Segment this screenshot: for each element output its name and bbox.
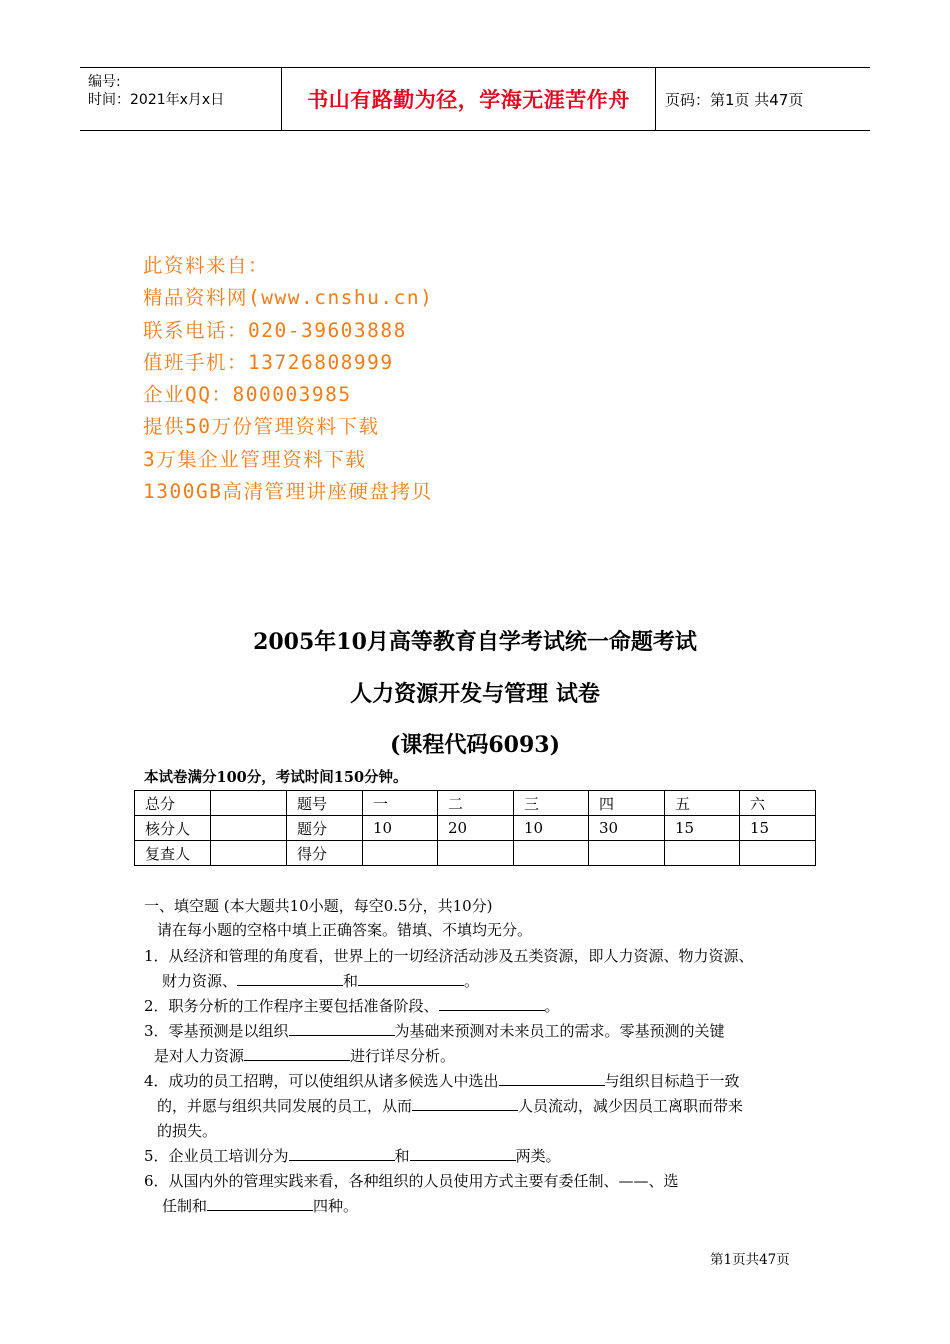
question-text: 3．零基预测是以组织: [144, 1022, 289, 1040]
exam-subtitle: 人力资源开发与管理 试卷: [350, 681, 600, 707]
table-cell: [211, 816, 287, 841]
question-text: 和: [343, 972, 359, 990]
motto: 书山有路勤为径，学海无涯苦作舟: [307, 88, 630, 112]
source-line: 企业QQ：800003985: [143, 383, 352, 407]
table-cell: 得分: [287, 841, 363, 866]
question-text: 与组织目标趋于一致: [604, 1072, 740, 1090]
table-cell: [363, 841, 438, 866]
header-meta: [80, 68, 281, 130]
answer-blank[interactable]: [289, 1021, 395, 1036]
source-line: 1300GB高清管理讲座硬盘拷贝: [143, 480, 433, 504]
table-cell: 一: [363, 791, 438, 816]
question-text: 。: [544, 997, 560, 1015]
source-line: 精品资料网(www.cnshu.cn): [143, 286, 434, 310]
table-cell: [211, 841, 287, 866]
answer-blank[interactable]: [207, 1196, 313, 1211]
source-line: 3万集企业管理资料下载: [143, 447, 367, 471]
question-2: [144, 995, 560, 1016]
table-row: [135, 841, 816, 866]
header-page-cell: [655, 68, 870, 130]
question-text: 是对人力资源: [154, 1047, 245, 1065]
answer-blank[interactable]: [412, 1096, 518, 1111]
question-text: 为基础来预测对未来员工的需求。零基预测的关键: [394, 1022, 725, 1040]
table-cell: 总分: [135, 791, 211, 816]
question-text: 任制和: [162, 1197, 208, 1215]
question-text: 的，并愿与组织共同发展的员工，从而: [157, 1097, 413, 1115]
answer-blank[interactable]: [410, 1146, 516, 1161]
source-line: 此资料来自：: [143, 254, 270, 277]
table-cell: 30: [589, 816, 665, 841]
question-text: 和: [394, 1147, 410, 1165]
time-label: 时间：2021年x月x日: [88, 92, 225, 108]
source-line: 值班手机：13726808999: [143, 350, 394, 374]
table-cell: 15: [665, 816, 740, 841]
question-text: 人员流动，减少因员工离职而带来: [518, 1097, 744, 1115]
table-cell: 核分人: [135, 816, 211, 841]
answer-blank[interactable]: [289, 1146, 395, 1161]
page-header: [80, 67, 870, 131]
course-code: (课程代码6093): [389, 732, 561, 758]
page-label: 页码：第1页 共47页: [665, 90, 804, 109]
question-text: 5．企业员工培训分为: [144, 1147, 289, 1165]
page-footer: 第1页共47页: [710, 1252, 790, 1268]
section-heading: 一、填空题 (本大题共10小题，每空0.5分，共10分): [144, 897, 493, 915]
table-cell: 三: [514, 791, 589, 816]
question-6-line-2: [162, 1195, 358, 1216]
table-cell: 题号: [287, 791, 363, 816]
question-1-line-1: 1．从经济和管理的角度看，世界上的一切经济活动涉及五类资源，即人力资源、物力资源、: [144, 947, 754, 965]
exam-title: 2005年10月高等教育自学考试统一命题考试: [253, 629, 697, 655]
section-instruction: 请在每小题的空格中填上正确答案。错填、不填均无分。: [157, 921, 533, 939]
question-text: 2．职务分析的工作程序主要包括准备阶段、: [144, 997, 439, 1015]
question-4-line-2: [157, 1095, 743, 1116]
question-text: 4．成功的员工招聘，可以使组织从诸多候选人中选出: [144, 1072, 499, 1090]
question-3-line-1: [144, 1020, 725, 1041]
table-cell: [589, 841, 665, 866]
table-cell: 复查人: [135, 841, 211, 866]
question-text: 两类。: [515, 1147, 561, 1165]
source-info: [143, 250, 433, 508]
table-row: [135, 816, 816, 841]
answer-blank[interactable]: [499, 1071, 605, 1086]
table-row: [135, 791, 816, 816]
table-cell: 五: [665, 791, 740, 816]
table-cell: 10: [363, 816, 438, 841]
table-cell: 15: [740, 816, 816, 841]
table-cell: 20: [438, 816, 514, 841]
source-line: 提供50万份管理资料下载: [143, 415, 380, 439]
question-text: 。: [464, 972, 480, 990]
question-text: 财力资源、: [162, 972, 238, 990]
table-cell: 四: [589, 791, 665, 816]
score-table: [134, 790, 816, 866]
answer-blank[interactable]: [358, 971, 464, 986]
question-4-line-1: [144, 1070, 740, 1091]
table-cell: [665, 841, 740, 866]
source-line: 联系电话：020-39603888: [143, 318, 407, 342]
question-6-line-1: 6．从国内外的管理实践来看，各种组织的人员使用方式主要有委任制、——、选: [144, 1172, 679, 1190]
question-3-line-2: [154, 1045, 455, 1066]
question-text: 四种。: [313, 1197, 359, 1215]
question-5: [144, 1145, 561, 1166]
table-cell: [514, 841, 589, 866]
answer-blank[interactable]: [237, 971, 343, 986]
table-cell: [438, 841, 514, 866]
id-label: 编号:: [88, 74, 121, 90]
table-cell: 题分: [287, 816, 363, 841]
table-cell: [740, 841, 816, 866]
table-cell: 二: [438, 791, 514, 816]
exam-note: 本试卷满分100分，考试时间150分钟。: [144, 769, 408, 786]
table-cell: 10: [514, 816, 589, 841]
table-cell: 六: [740, 791, 816, 816]
answer-blank[interactable]: [244, 1046, 350, 1061]
header-motto-cell: [281, 68, 656, 130]
question-text: 进行详尽分析。: [350, 1047, 456, 1065]
answer-blank[interactable]: [439, 996, 545, 1011]
question-1-line-2: [162, 970, 479, 991]
question-4-line-3: 的损失。: [157, 1122, 218, 1140]
table-cell: [211, 791, 287, 816]
